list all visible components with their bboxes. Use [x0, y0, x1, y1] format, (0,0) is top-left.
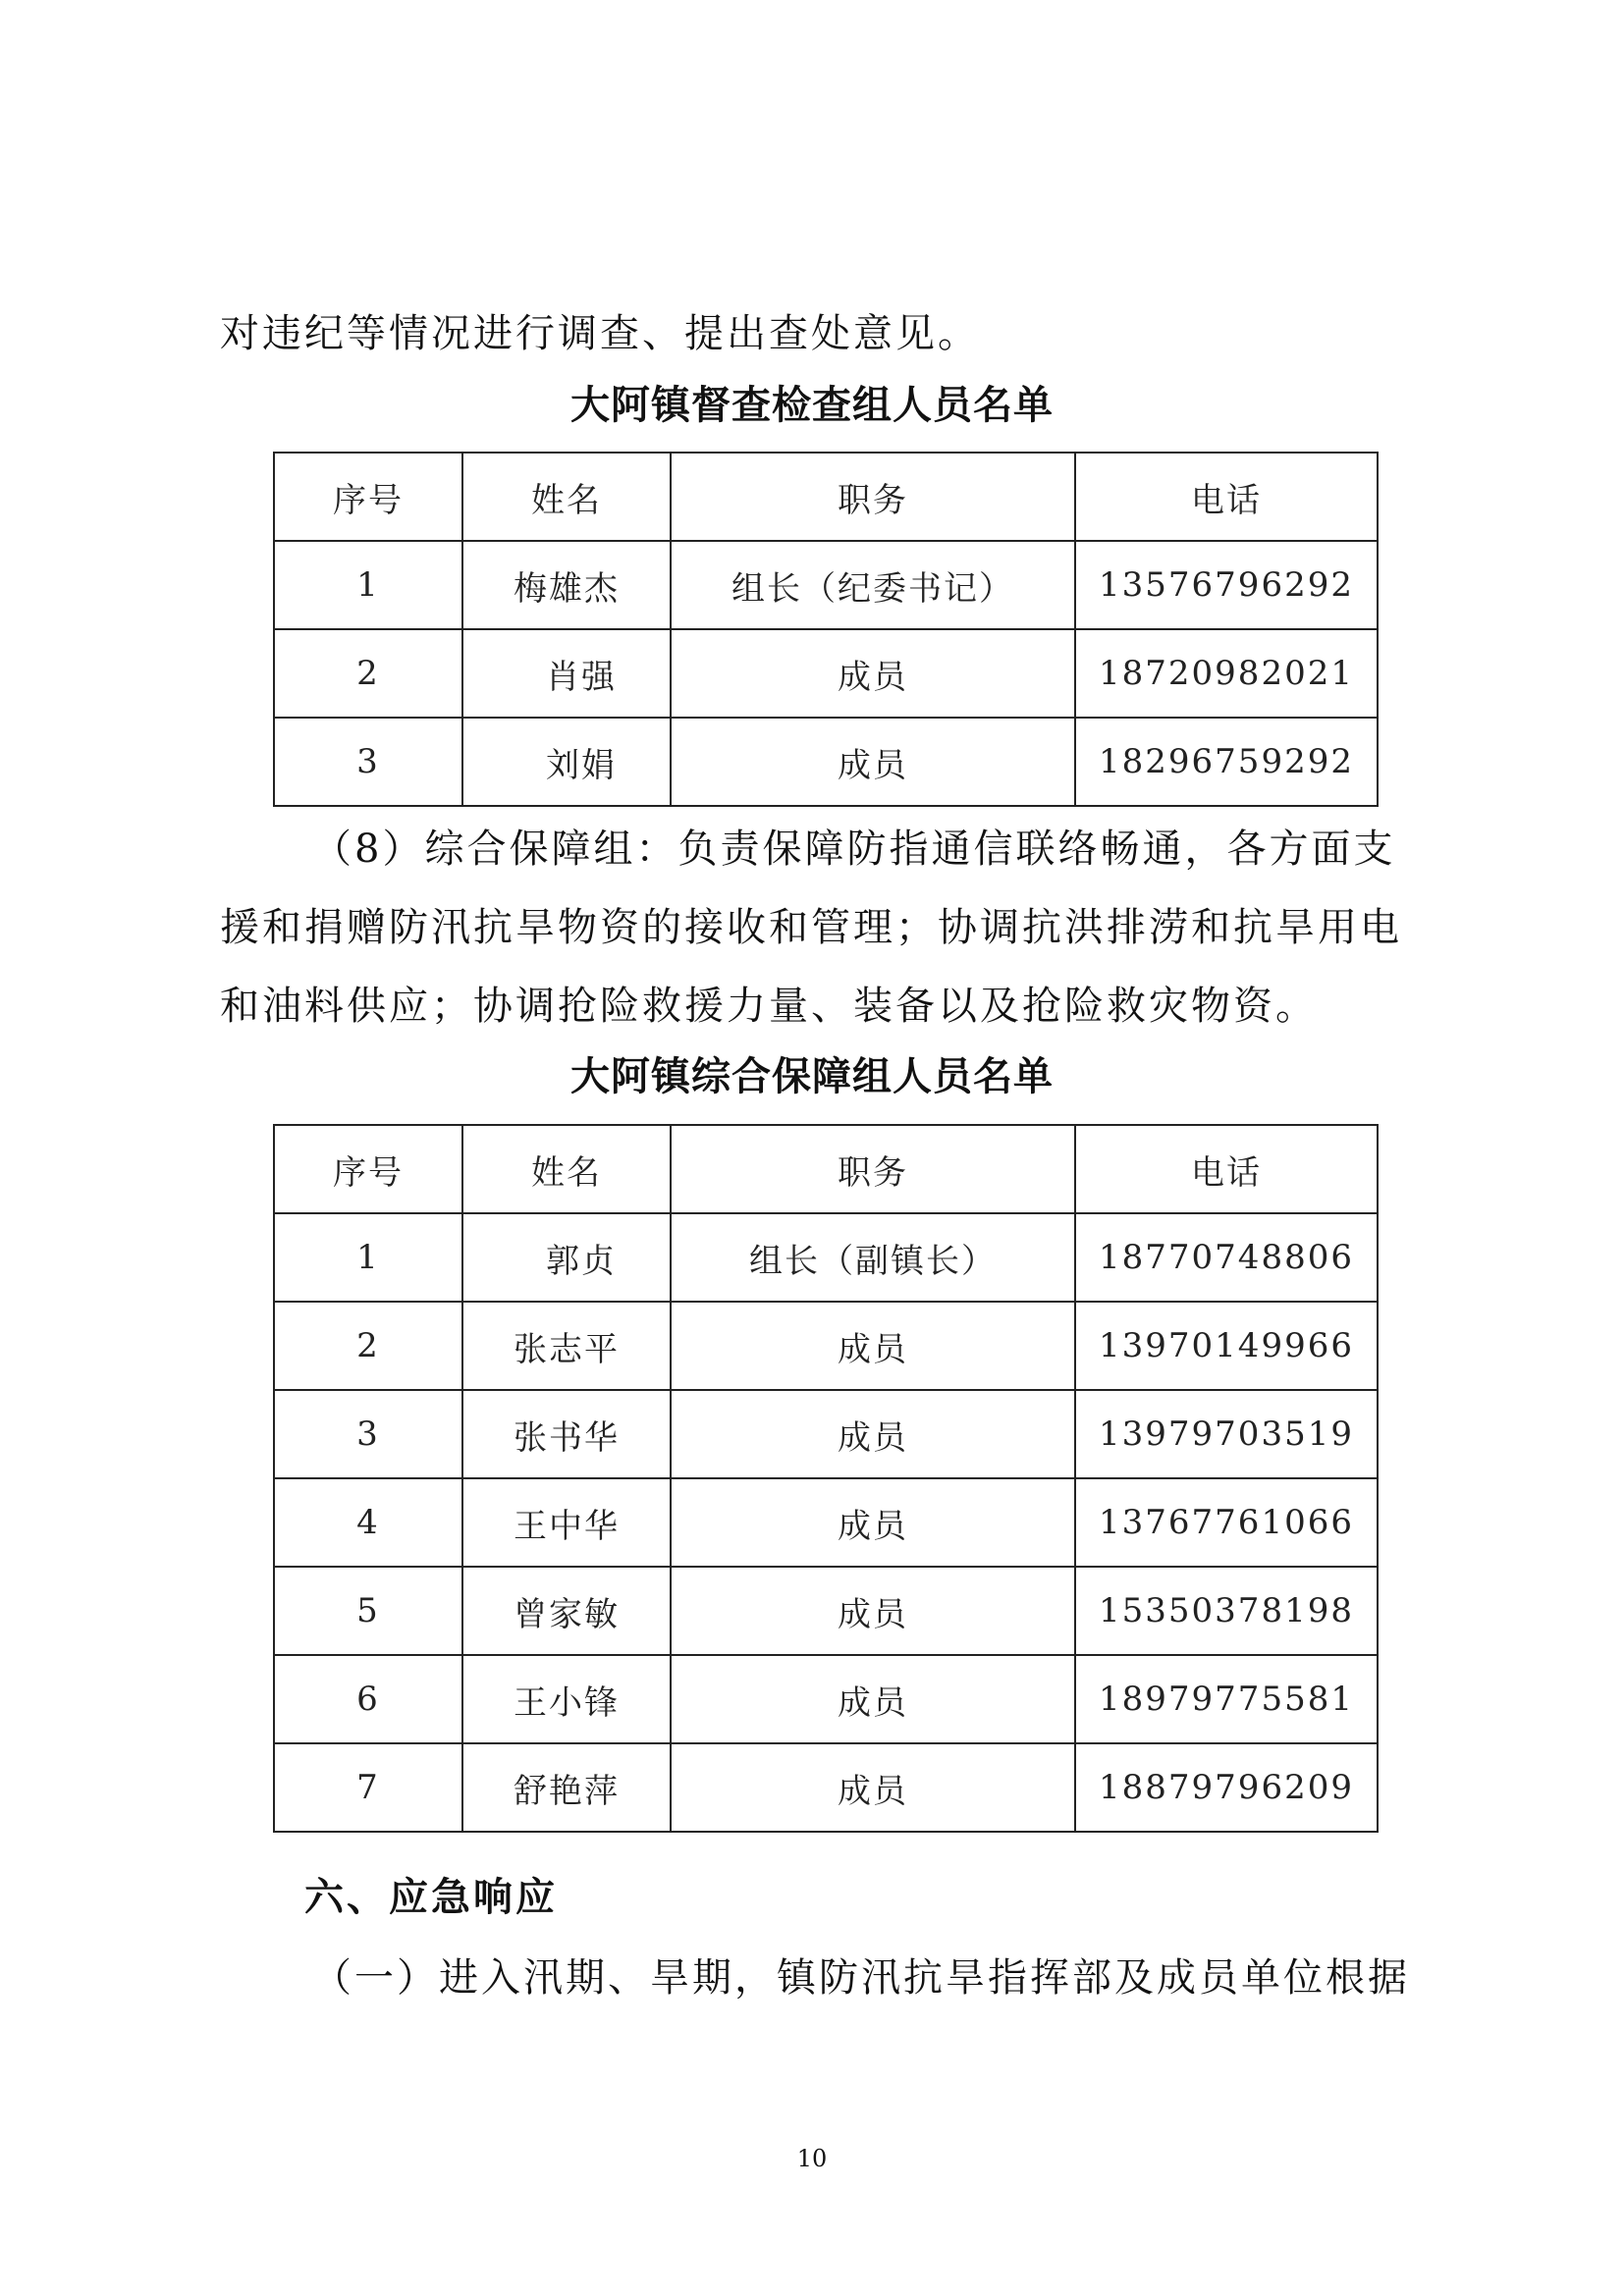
cell-position: 成员: [671, 718, 1075, 806]
cell-name: 刘娟: [462, 718, 671, 806]
table-row: [274, 1567, 1378, 1655]
cell-name: 肖强: [462, 629, 671, 718]
table-row: [274, 1213, 1378, 1302]
cell-position: 成员: [671, 1390, 1075, 1478]
header-position: 职务: [671, 453, 1075, 541]
table2-title: 大阿镇综合保障组人员名单: [570, 1054, 1054, 1099]
table-header-row: [274, 1125, 1378, 1213]
cell-name: 王小锋: [462, 1655, 671, 1743]
cell-position: 成员: [671, 1302, 1075, 1390]
table-row: [274, 629, 1378, 718]
paragraph-line: （一）进入汛期、旱期，镇防汛抗旱指挥部及成员单位根据: [312, 1955, 1410, 2001]
cell-phone: 18979775581: [1075, 1655, 1378, 1743]
cell-name: 郭贞: [462, 1213, 671, 1302]
cell-name: 梅雄杰: [462, 541, 671, 629]
section-heading: 六、应急响应: [304, 1875, 558, 1920]
cell-index: 6: [274, 1655, 462, 1743]
header-phone: 电话: [1075, 1125, 1378, 1213]
cell-phone: 13767761066: [1075, 1478, 1378, 1567]
supervision-team-table: [273, 452, 1379, 807]
table-header-row: [274, 453, 1378, 541]
cell-name: 曾家敏: [462, 1567, 671, 1655]
cell-name: 张志平: [462, 1302, 671, 1390]
cell-phone: 15350378198: [1075, 1567, 1378, 1655]
paragraph-line: 援和捐赠防汛抗旱物资的接收和管理；协调抗洪排涝和抗旱用电: [220, 905, 1402, 950]
table1-title: 大阿镇督查检查组人员名单: [570, 383, 1054, 428]
cell-position: 组长（副镇长）: [671, 1213, 1075, 1302]
cell-name: 张书华: [462, 1390, 671, 1478]
cell-position: 组长（纪委书记）: [671, 541, 1075, 629]
cell-phone: 13970149966: [1075, 1302, 1378, 1390]
paragraph-line: 和油料供应；协调抢险救援力量、装备以及抢险救灾物资。: [220, 984, 1318, 1029]
cell-position: 成员: [671, 1655, 1075, 1743]
cell-index: 4: [274, 1478, 462, 1567]
cell-phone: 18296759292: [1075, 718, 1378, 806]
header-position: 职务: [671, 1125, 1075, 1213]
cell-phone: 13979703519: [1075, 1390, 1378, 1478]
header-index: 序号: [274, 1125, 462, 1213]
table-row: [274, 1743, 1378, 1832]
cell-index: 2: [274, 629, 462, 718]
cell-index: 7: [274, 1743, 462, 1832]
support-team-table: [273, 1124, 1379, 1833]
cell-position: 成员: [671, 1478, 1075, 1567]
table-row: [274, 1655, 1378, 1743]
table-row: [274, 718, 1378, 806]
cell-position: 成员: [671, 629, 1075, 718]
cell-index: 1: [274, 541, 462, 629]
table-row: [274, 541, 1378, 629]
cell-index: 3: [274, 1390, 462, 1478]
table-row: [274, 1302, 1378, 1390]
cell-phone: 18770748806: [1075, 1213, 1378, 1302]
cell-position: 成员: [671, 1743, 1075, 1832]
cell-phone: 18720982021: [1075, 629, 1378, 718]
table-row: [274, 1478, 1378, 1567]
cell-phone: 13576796292: [1075, 541, 1378, 629]
paragraph-line: （8）综合保障组：负责保障防指通信联络畅通，各方面支: [312, 827, 1396, 872]
table-row: [274, 1390, 1378, 1478]
cell-index: 5: [274, 1567, 462, 1655]
paragraph-line: 对违纪等情况进行调查、提出查处意见。: [220, 311, 980, 356]
cell-position: 成员: [671, 1567, 1075, 1655]
page-number: 10: [796, 2145, 828, 2172]
cell-phone: 18879796209: [1075, 1743, 1378, 1832]
header-name: 姓名: [462, 453, 671, 541]
header-name: 姓名: [462, 1125, 671, 1213]
cell-index: 3: [274, 718, 462, 806]
header-phone: 电话: [1075, 453, 1378, 541]
header-index: 序号: [274, 453, 462, 541]
cell-index: 1: [274, 1213, 462, 1302]
cell-name: 王中华: [462, 1478, 671, 1567]
cell-name: 舒艳萍: [462, 1743, 671, 1832]
cell-index: 2: [274, 1302, 462, 1390]
